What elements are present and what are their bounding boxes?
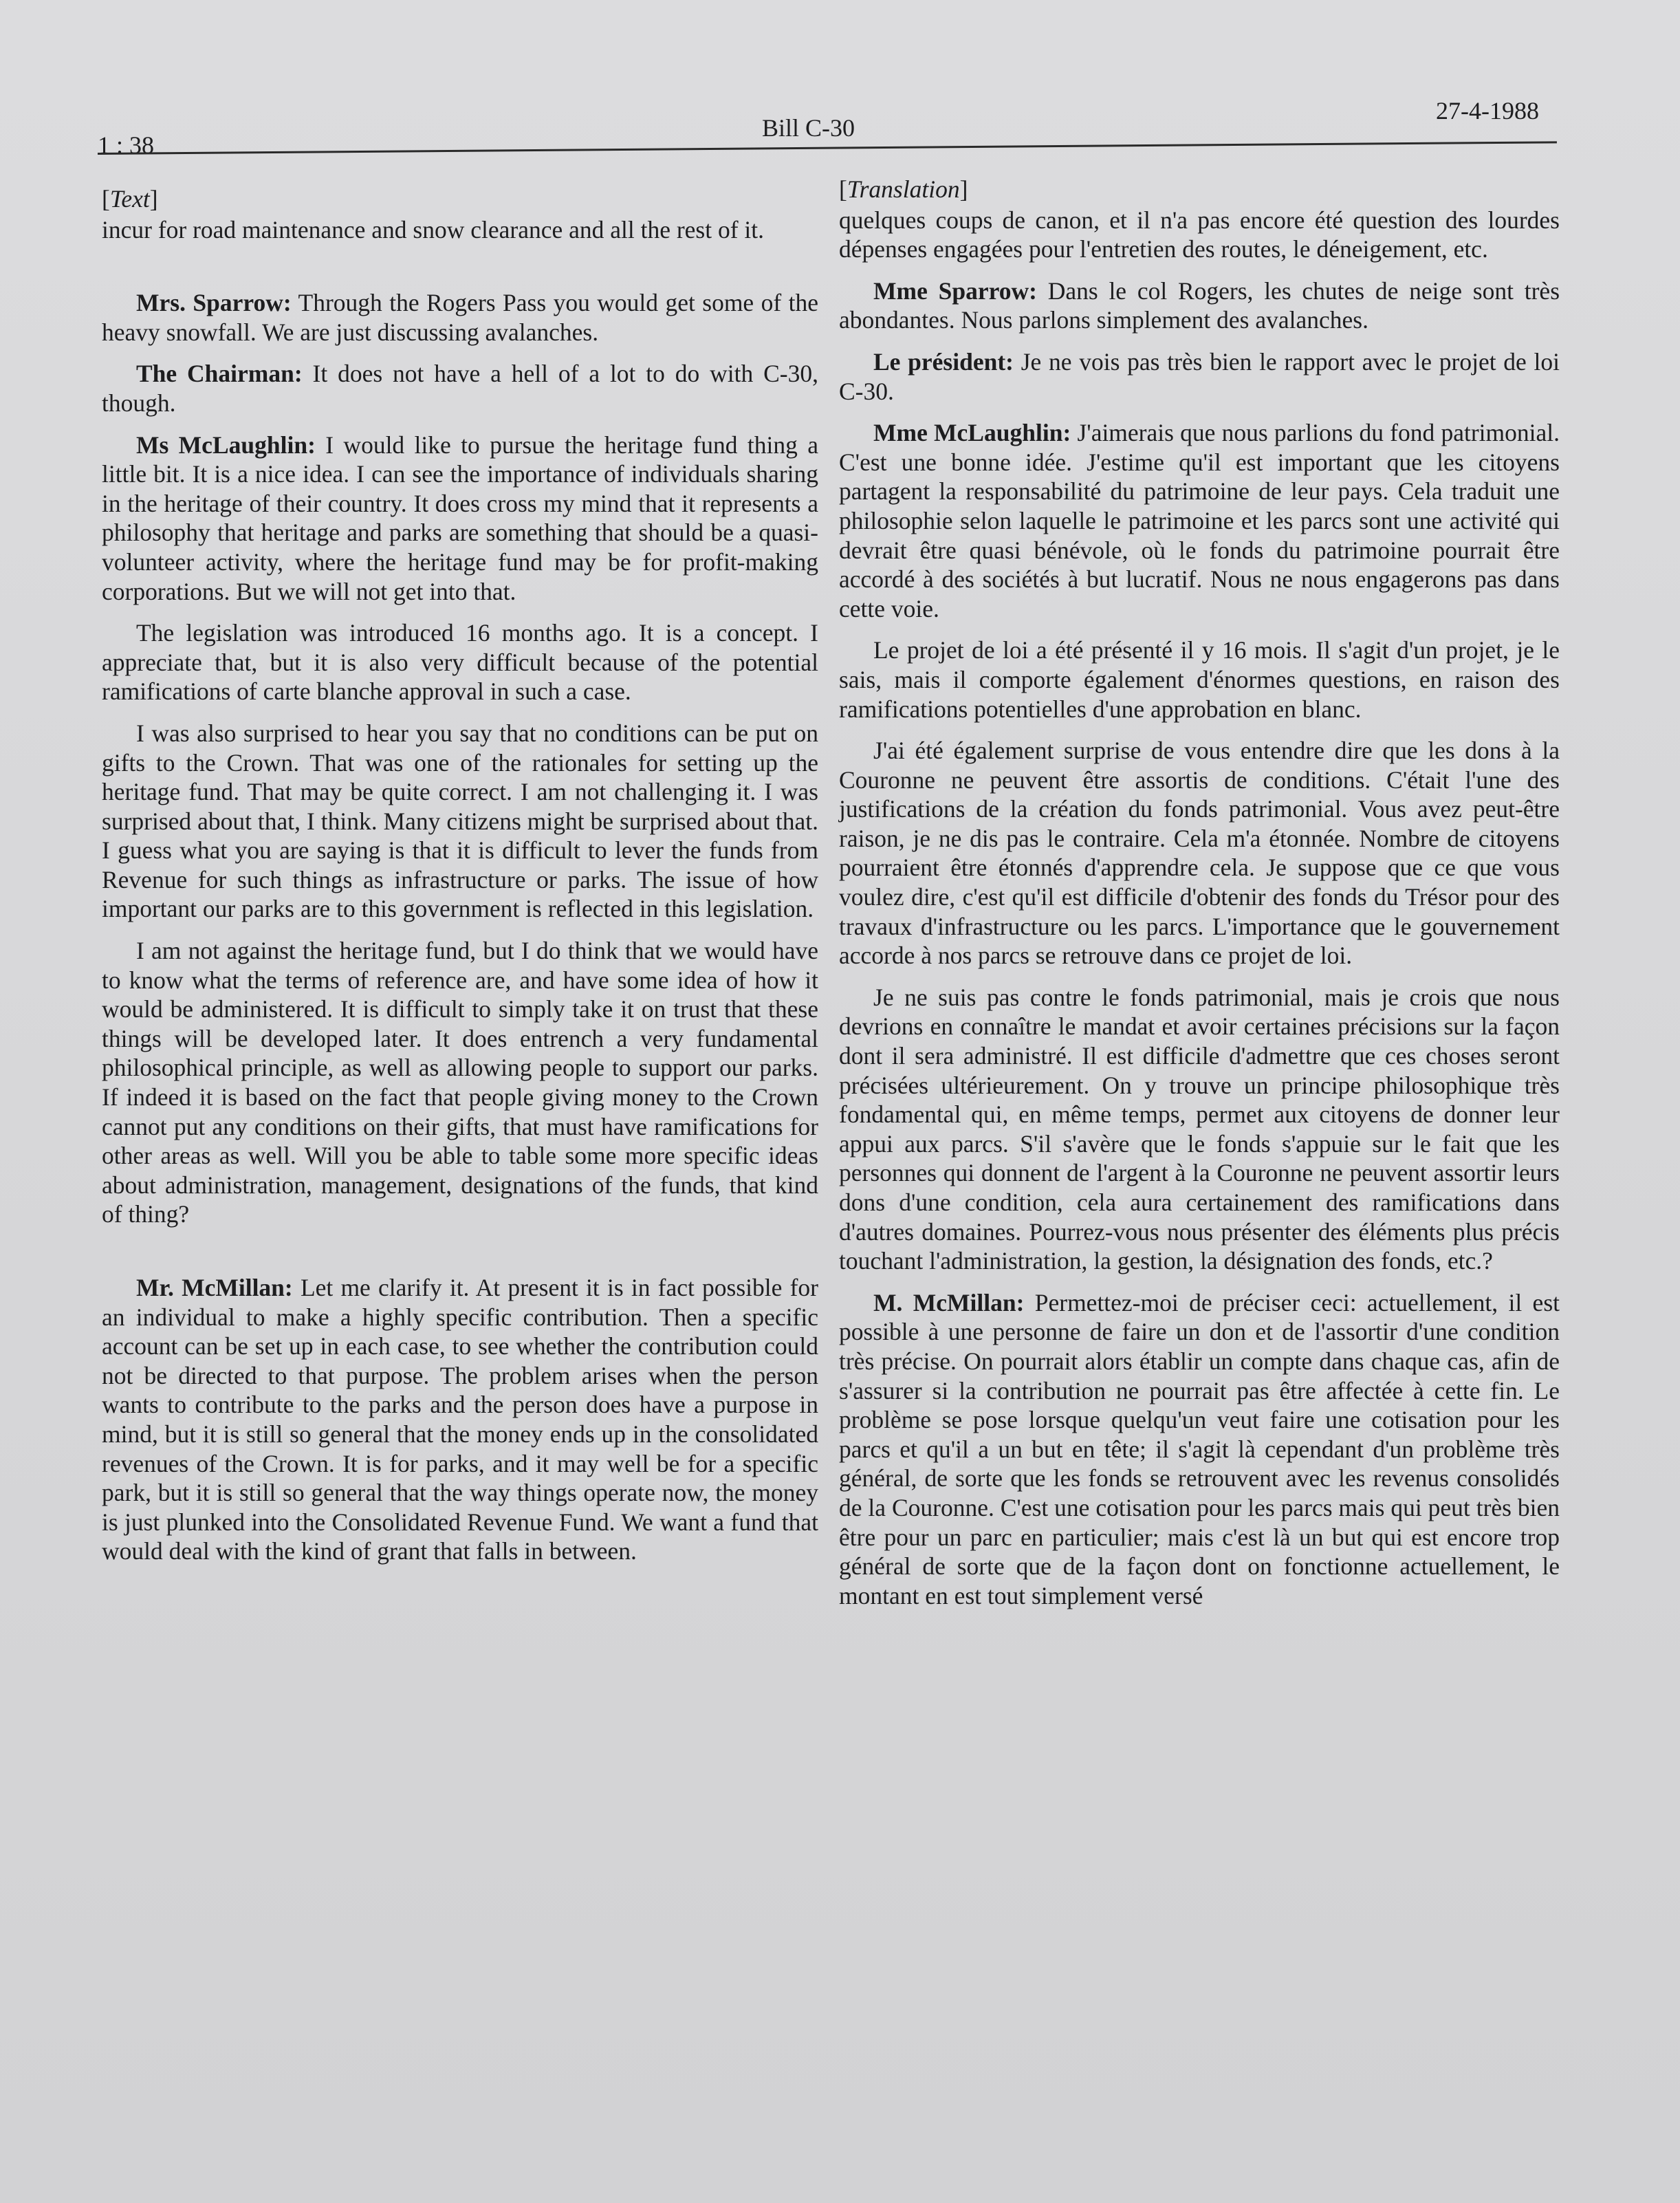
- speech-text: Through the Rogers Pass you would get some of the heavy snowfall. We are just discussing avalanches.: [102, 289, 818, 346]
- speech-paragraph: [102, 359, 818, 417]
- speech-text: Je ne vois pas très bien le rapport avec le projet de loi C-30.: [839, 347, 1560, 405]
- page-number: 1 : 38: [98, 131, 155, 159]
- speech-paragraph: [102, 288, 818, 347]
- speech-paragraph: [102, 618, 818, 706]
- speaker-name: Mrs. Sparrow:: [136, 289, 292, 317]
- french-column: [839, 175, 1560, 1610]
- page-date: 27-4-1988: [1436, 97, 1539, 124]
- speech-text: Permettez-moi de préciser ceci: actuellement, il est possible à une personne de faire un don et de l'assortir d'une condition très précise. On pourrait alors établir un compte dans chaque cas, afin de s'assurer si la contribution ne pourrait pas être affectée à cette fin. Le problème se pose lorsque quelqu'un veut faire une cotisation pour les parcs et qu'il a un but en tête; il s'agit là cependant d'un problème très général, de sorte que les fonds se retrouvent avec les revenus consolidés de la Couronne. C'est une cotisation pour les parcs mais qui peut très bien être pour un parc en particulier; mais c'est là un but qui est encore trop général de sorte que de la façon dont on fonctionne actuellement, le montant en est tout simplement versé: [839, 1288, 1560, 1609]
- speech-text: I am not against the heritage fund, but I do think that we would have to know what the terms of reference are, and have some idea of how it would be administered. It is difficult to simply take it on trust that these things will be developed later. It does entrench a very fundamental philosophical principle, as well as allowing people to support our parks. If indeed it is based on the fact that people giving money to the Crown cannot put any conditions on their gifts, that must have ramifications for other areas as well. Will you be able to table some more specific ideas about administration, management, designations of the funds, that kind of thing?: [102, 937, 818, 1228]
- speaker-name: Mme McLaughlin:: [873, 419, 1071, 447]
- speech-text: J'ai été également surprise de vous entendre dire que les dons à la Couronne ne peuvent être assortis de conditions. C'était l'une des justifications de la création du fonds patrimonial. Vous avez peut-être raison, je ne dis pas le contraire. Cela m'a étonnée. Nombre de citoyens pourraient être étonnés d'apprendre cela. Je suppose que ce que vous voulez dire, c'est qu'il est difficile d'obtenir des fonds du Trésor pour des travaux d'infrastructure ou les parcs. L'importance que le gouvernement accorde à nos parcs se retrouve dans ce projet de loi.: [839, 737, 1560, 970]
- speech-text: Let me clarify it. At present it is in fact possible for an individual to make a highly specific contribution. Then a specific account can be set up in each case, to see whether the contribution could not be directed to that purpose. The problem arises when the person wants to contribute to the parks and the person does have a purpose in mind, but it is still so general that the money ends up in the consolidated revenues of the Crown. It is for parks, and it may well be for a specific park, but it is still so general that the way things operate now, the money is just plunked into the Consolidated Revenue Fund. We want a fund that would deal with the kind of grant that falls in between.: [102, 1274, 818, 1565]
- speech-text: Dans le col Rogers, les chutes de neige sont très abondantes. Nous parlons simplement des avalanches.: [839, 276, 1560, 334]
- opening-paragraph: incur for road maintenance and snow clearance and all the rest of it.: [102, 215, 765, 243]
- speech-text: Je ne suis pas contre le fonds patrimonial, mais je crois que nous devrions en connaître le mandat et avoir certaines précisions sur la façon dont il sera administré. Il est difficile d'admettre que ces choses seront précisées ultérieurement. On y trouve un principe philosophique très fondamental qui, en même temps, permet aux citoyens de donner leur appui aux parcs. S'il s'avère que le fonds s'appuie sur le fait que les personnes qui donnent de l'argent à la Couronne ne peuvent assortir leurs dons d'une condition, cela aura certainement des ramifications dans d'autres domaines. Pourrez-vous nous présenter des éléments plus précis touchant l'administration, la gestion, la désignation des fonds, etc.?: [839, 983, 1560, 1275]
- language-label: [Text]: [102, 185, 158, 213]
- speech-text: The legislation was introduced 16 months ago. It is a concept. I appreciate that, but it is also very difficult because of the potential ramifications of carte blanche approval in such a case.: [102, 619, 818, 706]
- speech-text: It does not have a hell of a lot to do with C-30, though.: [102, 360, 818, 417]
- speech-text: J'aimerais que nous parlions du fond patrimonial. C'est une bonne idée. J'estime qu'il est important que les citoyens partagent la responsabilité du patrimoine de leur pays. Cela traduit une philosophie selon laquelle le patrimoine et les parcs sont une activité qui devrait être quasi bénévole, où le fonds du patrimoine pourrait être accordé à des sociétés à but lucratif. Nous ne nous engagerons pas dans cette voie.: [839, 419, 1560, 622]
- header-rule: [98, 141, 1557, 155]
- speech-paragraph: [839, 1288, 1560, 1611]
- speech-paragraph: [102, 719, 818, 924]
- speaker-name: Mr. McMillan:: [136, 1274, 293, 1301]
- speech-paragraph: [839, 983, 1560, 1276]
- speech-text: I would like to pursue the heritage fund thing a little bit. It is a nice idea. I can see the importance of individuals sharing in the heritage of their country. It does cross my mind that it represents a philosophy that heritage and parks are something that should be a quasi-volunteer activity, where the heritage fund may be for profit-making corporations. But we will not get into that.: [102, 431, 818, 605]
- speaker-name: M. McMillan:: [873, 1288, 1025, 1316]
- speech-paragraph: [839, 736, 1560, 970]
- speaker-name: Ms McLaughlin:: [136, 431, 316, 459]
- english-column: [102, 184, 818, 1566]
- speech-text: I was also surprised to hear you say that no conditions can be put on gifts to the Crown. That was one of the rationales for setting up the heritage fund. That may be quite correct. I am not challenging it. I was surprised about that, I think. Many citizens might be surprised about that. I guess what you are saying is that it is difficult to lever the funds from Revenue for such things as infrastructure or parks. The issue of how important our parks are to this government is reflected in this legislation.: [102, 719, 818, 923]
- language-label: [Translation]: [839, 175, 968, 203]
- running-title: Bill C-30: [762, 114, 855, 142]
- speaker-name: The Chairman:: [136, 360, 303, 388]
- speech-paragraph: [839, 418, 1560, 623]
- opening-paragraph: quelques coups de canon, et il n'a pas encore été question des lourdes dépenses engagées pour l'entretien des routes, le déneigement, etc.: [839, 206, 1560, 263]
- speech-paragraph: [102, 431, 818, 607]
- speech-paragraph: [102, 1273, 818, 1566]
- speech-paragraph: [102, 936, 818, 1229]
- speech-paragraph: [839, 347, 1560, 406]
- speech-text: Le projet de loi a été présenté il y 16 mois. Il s'agit d'un projet, je le sais, mais il comporte également d'énormes questions, en raison des ramifications potentielles d'une approbation en blanc.: [839, 636, 1560, 723]
- speech-paragraph: [839, 276, 1560, 335]
- speaker-name: Le président:: [873, 347, 1014, 376]
- speaker-name: Mme Sparrow:: [873, 276, 1037, 305]
- speech-paragraph: [839, 636, 1560, 724]
